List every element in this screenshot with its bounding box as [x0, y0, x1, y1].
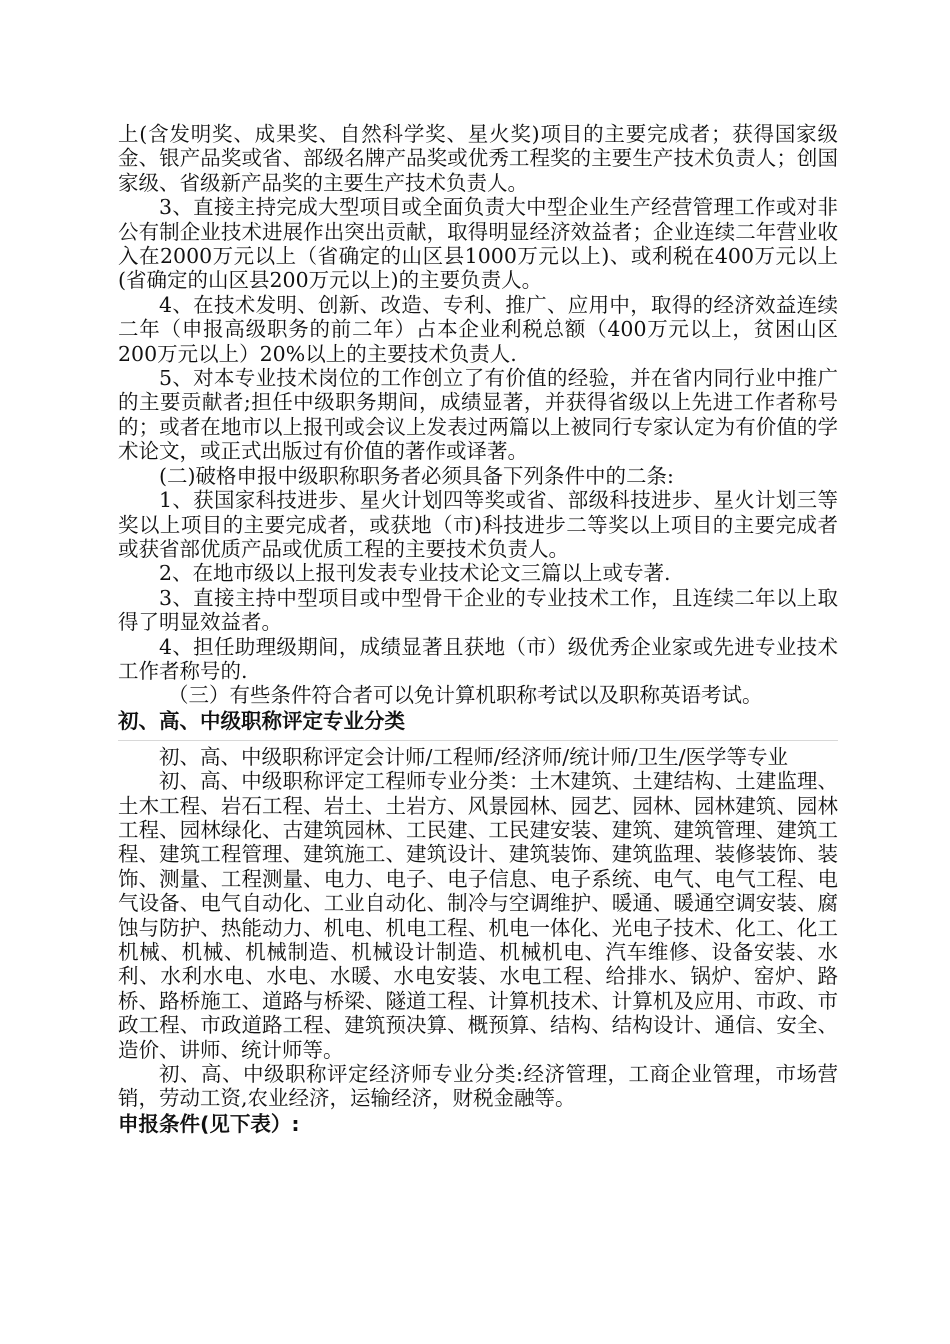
document-body	[118, 122, 838, 1137]
paragraph-section-two-item-2: 2、在地市级以上报刊发表专业技术论文三篇以上或专著.	[159, 561, 671, 586]
paragraph-section-two-item-3: 3、直接主持中型项目或中型骨干企业的专业技术工作，且连续二年以上取得了明显效益者。	[118, 585, 838, 635]
paragraph-item-4: 4、在技术发明、创新、改造、专利、推广、应用中，取得的经济效益连续二年（申报高级职务的前二年）占本企业利税总额（400万元以上，贫困山区200万元以上）20%以上的主要技术负责人.	[118, 292, 838, 366]
paragraph-engineer-specialties: 初、高、中级职称评定工程师专业分类：土木建筑、土建结构、土建监理、土木工程、岩石工程、岩土、土岩方、风景园林、园艺、园林、园林建筑、园林工程、园林绿化、古建筑园林、工民建、工民建安装、建筑、建筑管理、建筑工程、建筑工程管理、建筑施工、建筑设计、建筑装饰、建筑监理、装修装饰、装饰、测量、工程测量、电力、电子、电子信息、电子系统、电气、电气工程、电气设备、电气自动化、工业自动化、制冷与空调维护、暖通、暖通空调安装、腐蚀与防护、热能动力、机电、机电工程、机电一体化、光电子技术、化工、化工机械、机械、机械制造、机械设计制造、机械机电、汽车维修、设备安装、水利、水利水电、水电、水暖、水电安装、水电工程、给排水、锅炉、窑炉、路桥、路桥施工、道路与桥梁、隧道工程、计算机技术、计算机及应用、市政、市政工程、市政道路工程、建筑预决算、概预算、结构、结构设计、通信、安全、造价、讲师、统计师等。	[118, 769, 838, 1062]
heading-conditions: 申报条件(见下表）:	[118, 1111, 300, 1136]
paragraph-section-two-item-4: 4、担任助理级期间，成绩显著且获地（市）级优秀企业家或先进专业技术工作者称号的.	[118, 634, 838, 683]
paragraph-classification-overview: 初、高、中级职称评定会计师/工程师/经济师/统计师/卫生/医学等专业	[159, 744, 789, 769]
heading-classification: 初、高、中级职称评定专业分类	[118, 708, 405, 733]
heading-divider	[118, 740, 838, 741]
paragraph-section-three: （三）有些条件符合者可以免计算机职称考试以及职称英语考试。	[168, 683, 763, 708]
paragraph-section-two-item-1: 1、获国家科技进步、星火计划四等奖或省、部级科技进步、星火计划三等奖以上项目的主要完成者，或获地（市)科技进步二等奖以上项目的主要完成者或获省部优质产品或优质工程的主要技术负责人。	[118, 488, 838, 561]
paragraph-item-3: 3、直接主持完成大型项目或全面负责大中型企业生产经营管理工作或对非公有制企业技术进展作出突出贡献，取得明显经济效益者；企业连续二年营业收入在2000万元以上（省确定的山区县1000万元以上)、或利税在400万元以上(省确定的山区县200万元以上)的主要负责人。	[118, 195, 838, 293]
paragraph-item-5: 5、对本专业技术岗位的工作创立了有价值的经验，并在省内同行业中推广的主要贡献者;担任中级职务期间，成绩显著，并获得省级以上先进工作者称号的；或者在地市以上报刊或会议上发表过两篇以上被同行专家认定为有价值的学术论文，或正式出版过有价值的著作或译著。	[118, 366, 838, 464]
paragraph-economist-specialties: 初、高、中级职称评定经济师专业分类:经济管理，工商企业管理，市场营销，劳动工资,农业经济，运输经济，财税金融等。	[118, 1062, 838, 1111]
paragraph-section-two: (二)破格申报中级职称职务者必须具备下列条件中的二条:	[159, 463, 674, 488]
paragraph-awards-continued: 上(含发明奖、成果奖、自然科学奖、星火奖)项目的主要完成者；获得国家级金、银产品奖或省、部级名牌产品奖或优秀工程奖的主要生产技术负责人；创国家级、省级新产品奖的主要生产技术负责人。	[118, 122, 838, 195]
